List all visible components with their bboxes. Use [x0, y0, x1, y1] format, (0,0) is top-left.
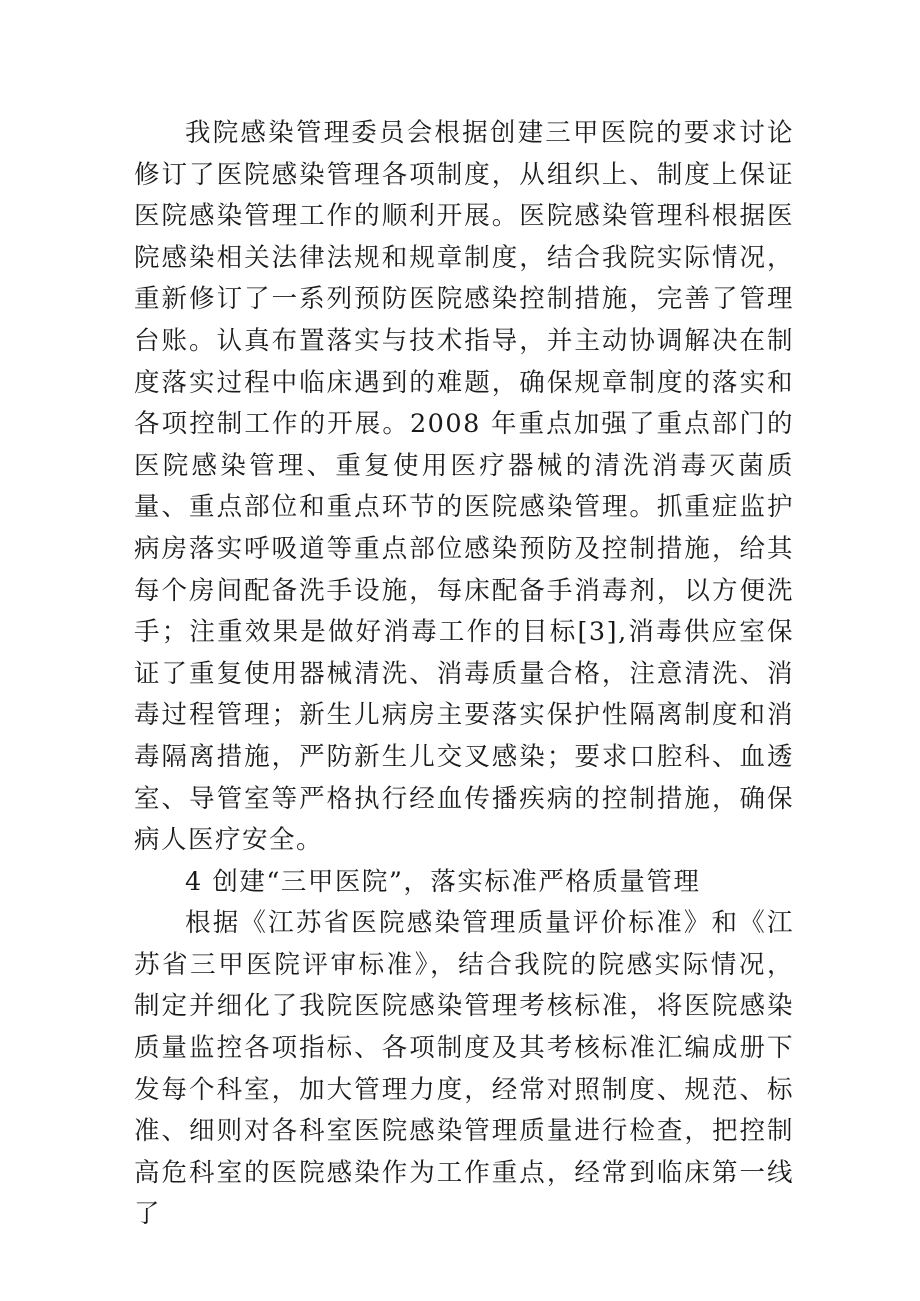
- section-heading-4: 4 创建“三甲医院”，落实标准严格质量管理: [185, 866, 701, 897]
- body-paragraph-1: 我院感染管理委员会根据创建三甲医院的要求讨论修订了医院感染管理各项制度，从组织上、制度上保证医院感染管理工作的顺利开展。医院感染管理科根据医院感染相关法律法规和规章制度，结合我院实际情况，重新修订了一系列预防医院感染控制措施，完善了管理台账。认真布置落实与技术指导，并主动协调解决在制度落实过程中临床遇到的难题，确保规章制度的落实和各项控制工作的开展。2008 年重点加强了重点部门的医院感染管理、重复使用医疗器械的清洗消毒灭菌质量、重点部位和重点环节的医院感染管理。抓重症监护病房落实呼吸道等重点部位感染预防及控制措施，给其每个房间配备洗手设施，每床配备手消毒剂，以方便洗手；注重效果是做好消毒工作的目标[3],消毒供应室保证了重复使用器械清洗、消毒质量合格，注意清洗、消毒过程管理；新生儿病房主要落实保护性隔离制度和消毒隔离措施，严防新生儿交叉感染；要求口腔科、血透室、导管室等严格执行经血传播疾病的控制措施，确保病人医疗安全。: [134, 118, 794, 856]
- document-page: [134, 113, 794, 1236]
- body-paragraph-2: 根据《江苏省医院感染管理质量评价标准》和《江苏省三甲医院评审标准》，结合我院的院感实际情况，制定并细化了我院医院感染管理考核标准，将医院感染质量监控各项指标、各项制度及其考核标准汇编成册下发每个科室，加大管理力度，经常对照制度、规范、标准、细则对各科室医院感染管理质量进行检查，把控制高危科室的医院感染作为工作重点，经常到临床第一线了: [134, 908, 794, 1230]
